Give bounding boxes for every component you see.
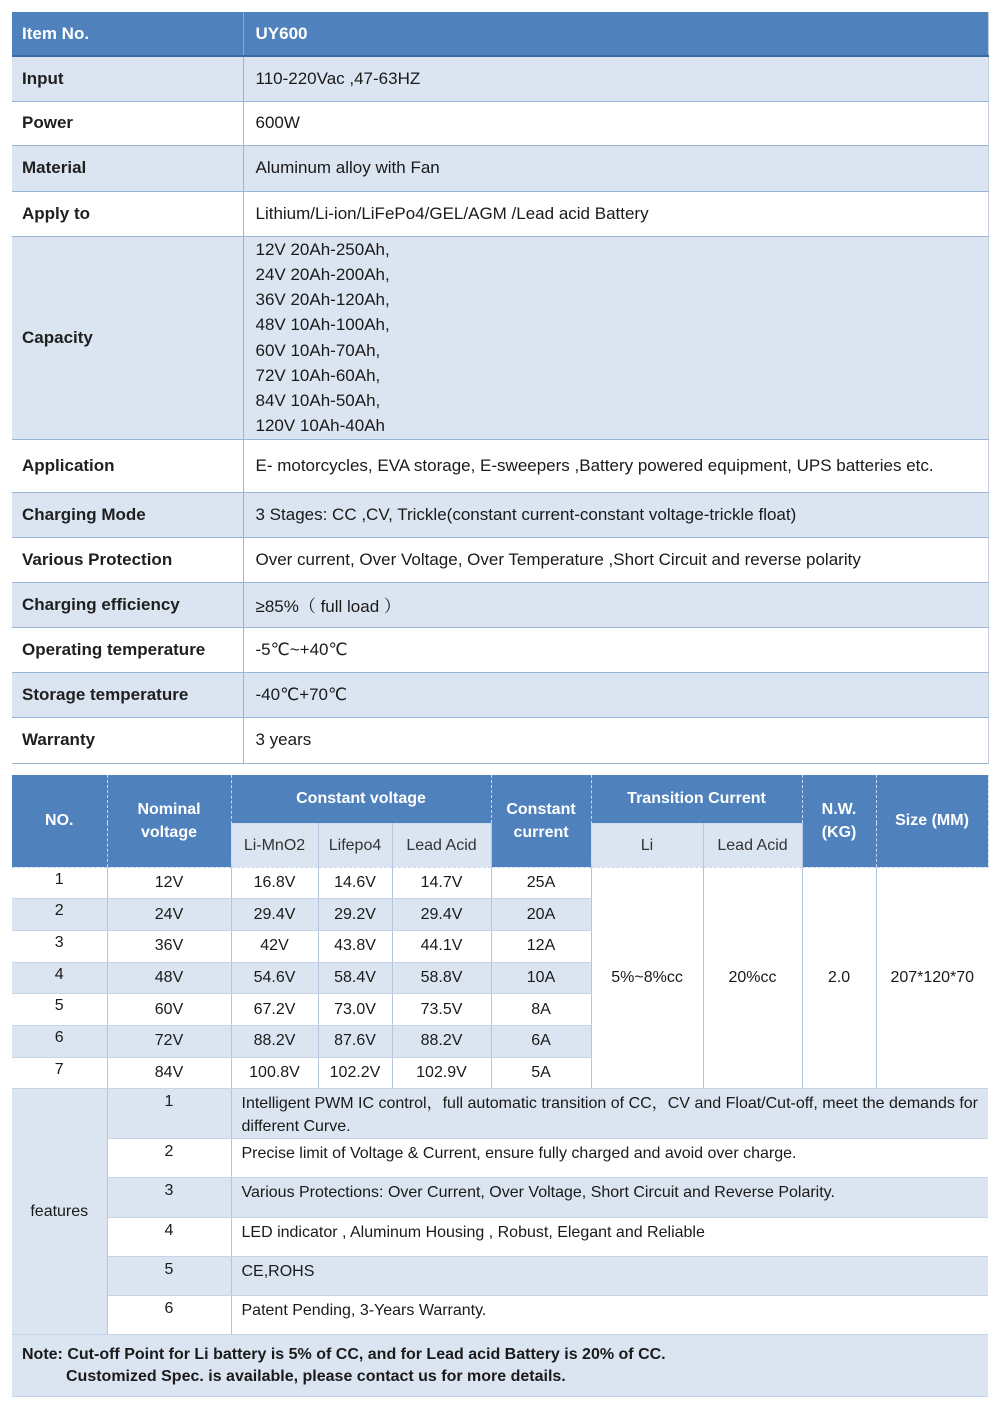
row-lead: 102.9V <box>392 1057 491 1089</box>
row-no: 4 <box>12 962 107 994</box>
row-cc: 8A <box>491 994 591 1026</box>
spec-key: Input <box>12 56 243 101</box>
row-lifepo4: 58.4V <box>318 962 392 994</box>
spec-row-storage-temp <box>12 672 988 717</box>
feature-text: Patent Pending, 3-Years Warranty. <box>231 1296 988 1335</box>
model-table <box>12 775 989 1397</box>
spec-key: Apply to <box>12 191 243 236</box>
header-lead-acid: Lead Acid <box>392 823 491 867</box>
feature-row <box>12 1296 988 1335</box>
row-no: 1 <box>12 867 107 899</box>
row-limno2: 67.2V <box>231 994 318 1026</box>
feature-text: Precise limit of Voltage & Current, ensure fully charged and avoid over charge. <box>231 1139 988 1178</box>
net-weight: 2.0 <box>802 867 876 1089</box>
feature-row <box>12 1089 988 1139</box>
note <box>12 1335 988 1397</box>
spec-key: Operating temperature <box>12 627 243 672</box>
spec-key: Capacity <box>12 236 243 439</box>
spec-key: Application <box>12 439 243 492</box>
feature-num: 2 <box>107 1139 231 1178</box>
feature-num: 5 <box>107 1257 231 1296</box>
feature-row <box>12 1178 988 1218</box>
feature-text: Various Protections: Over Current, Over Voltage, Short Circuit and Reverse Polarity. <box>231 1178 988 1218</box>
spec-value: E- motorcycles, EVA storage, E-sweepers ,Battery powered equipment, UPS batteries etc. <box>243 439 988 492</box>
spec-table <box>12 12 989 764</box>
row-cc: 25A <box>491 867 591 899</box>
item-no-label: Item No. <box>12 12 243 56</box>
header-li: Li <box>591 823 703 867</box>
spec-key: Various Protection <box>12 537 243 582</box>
row-lead: 73.5V <box>392 994 491 1026</box>
spec-key: Charging Mode <box>12 492 243 537</box>
capacity-line: 72V 10Ah-60Ah, <box>255 365 381 385</box>
feature-num: 1 <box>107 1089 231 1139</box>
note-line-1: Note: Cut-off Point for Li battery is 5% of CC, and for Lead acid Battery is 20% of CC. <box>22 1345 666 1363</box>
row-no: 6 <box>12 1025 107 1057</box>
spec-row-protection <box>12 537 988 582</box>
row-lifepo4: 87.6V <box>318 1025 392 1057</box>
header-constant-current: Constant current <box>491 775 591 867</box>
row-no: 2 <box>12 899 107 931</box>
row-limno2: 88.2V <box>231 1025 318 1057</box>
spec-key: Storage temperature <box>12 672 243 717</box>
capacity-line: 12V 20Ah-250Ah, <box>255 239 390 259</box>
spec-row-power <box>12 101 988 145</box>
feature-num: 3 <box>107 1178 231 1218</box>
spec-value: Over current, Over Voltage, Over Temperature ,Short Circuit and reverse polarity <box>243 537 988 582</box>
row-cc: 6A <box>491 1025 591 1057</box>
spec-key: Power <box>12 101 243 145</box>
row-lead: 88.2V <box>392 1025 491 1057</box>
row-no: 7 <box>12 1057 107 1089</box>
spec-value: 3 Stages: CC ,CV, Trickle(constant current-constant voltage-trickle float) <box>243 492 988 537</box>
row-lifepo4: 73.0V <box>318 994 392 1026</box>
row-nominal: 84V <box>107 1057 231 1089</box>
row-lifepo4: 29.2V <box>318 899 392 931</box>
header-limno2: Li-MnO2 <box>231 823 318 867</box>
row-lifepo4: 14.6V <box>318 867 392 899</box>
capacity-line: 120V 10Ah-40Ah <box>255 416 385 436</box>
spec-value: -40℃+70℃ <box>243 672 988 717</box>
header-size: Size (MM) <box>876 775 988 867</box>
feature-text: CE,ROHS <box>231 1257 988 1296</box>
spec-row-operating-temp <box>12 627 988 672</box>
row-lifepo4: 43.8V <box>318 930 392 962</box>
header-transition-current: Transition Current <box>591 775 802 823</box>
lead-transition: 20%cc <box>703 867 802 1089</box>
row-lead: 58.8V <box>392 962 491 994</box>
row-no: 3 <box>12 930 107 962</box>
features-label: features <box>12 1089 107 1335</box>
header-nw: N.W. (KG) <box>802 775 876 867</box>
size: 207*120*70 <box>876 867 988 1089</box>
spec-value: 600W <box>243 101 988 145</box>
header-no: NO. <box>12 775 107 867</box>
spec-key: Material <box>12 145 243 191</box>
row-nominal: 24V <box>107 899 231 931</box>
feature-row <box>12 1218 988 1257</box>
capacity-list <box>243 236 988 439</box>
row-cc: 10A <box>491 962 591 994</box>
row-lead: 29.4V <box>392 899 491 931</box>
row-limno2: 29.4V <box>231 899 318 931</box>
spec-value: -5℃~+40℃ <box>243 627 988 672</box>
spec-row-capacity <box>12 236 988 439</box>
header-lead-acid-tc: Lead Acid <box>703 823 802 867</box>
feature-row <box>12 1139 988 1178</box>
li-transition: 5%~8%cc <box>591 867 703 1089</box>
spec-header-row <box>12 12 988 56</box>
spec-value: Aluminum alloy with Fan <box>243 145 988 191</box>
spec-key: Warranty <box>12 717 243 763</box>
row-nominal: 36V <box>107 930 231 962</box>
spec-row-input <box>12 56 988 101</box>
spec-key: Charging efficiency <box>12 582 243 627</box>
row-nominal: 60V <box>107 994 231 1026</box>
spec-row-apply-to <box>12 191 988 236</box>
spec-row-material <box>12 145 988 191</box>
capacity-line: 84V 10Ah-50Ah, <box>255 390 381 410</box>
row-lead: 44.1V <box>392 930 491 962</box>
feature-num: 4 <box>107 1218 231 1257</box>
header-constant-voltage: Constant voltage <box>231 775 491 823</box>
feature-text: LED indicator , Aluminum Housing , Robust, Elegant and Reliable <box>231 1218 988 1257</box>
spec-value: Lithium/Li-ion/LiFePo4/GEL/AGM /Lead acid Battery <box>243 191 988 236</box>
feature-num: 6 <box>107 1296 231 1335</box>
spec-row-application <box>12 439 988 492</box>
note-line-2: Customized Spec. is available, please contact us for more details. <box>66 1367 566 1385</box>
row-nominal: 12V <box>107 867 231 899</box>
capacity-line: 48V 10Ah-100Ah, <box>255 315 390 335</box>
model-header-row-1 <box>12 775 988 823</box>
row-limno2: 16.8V <box>231 867 318 899</box>
row-nominal: 48V <box>107 962 231 994</box>
row-cc: 20A <box>491 899 591 931</box>
feature-row <box>12 1257 988 1296</box>
feature-text: Intelligent PWM IC control，full automatic transition of CC，CV and Float/Cut-off, meet the demands for different Curve. <box>231 1089 988 1139</box>
row-lifepo4: 102.2V <box>318 1057 392 1089</box>
spec-row-efficiency <box>12 582 988 627</box>
item-no-value: UY600 <box>243 12 988 56</box>
spec-value: 110-220Vac ,47-63HZ <box>243 56 988 101</box>
spec-row-charging-mode <box>12 492 988 537</box>
header-lifepo4: Lifepo4 <box>318 823 392 867</box>
row-cc: 12A <box>491 930 591 962</box>
note-row <box>12 1335 988 1397</box>
row-no: 5 <box>12 994 107 1026</box>
row-limno2: 42V <box>231 930 318 962</box>
header-nominal-voltage: Nominal voltage <box>107 775 231 867</box>
capacity-line: 36V 20Ah-120Ah, <box>255 290 390 310</box>
row-cc: 5A <box>491 1057 591 1089</box>
spec-row-warranty <box>12 717 988 763</box>
capacity-line: 24V 20Ah-200Ah, <box>255 264 390 284</box>
row-limno2: 100.8V <box>231 1057 318 1089</box>
row-lead: 14.7V <box>392 867 491 899</box>
row-limno2: 54.6V <box>231 962 318 994</box>
spec-value: 3 years <box>243 717 988 763</box>
capacity-line: 60V 10Ah-70Ah, <box>255 340 381 360</box>
spec-value: ≥85%（ full load ） <box>243 582 988 627</box>
row-nominal: 72V <box>107 1025 231 1057</box>
table-row <box>12 867 988 899</box>
